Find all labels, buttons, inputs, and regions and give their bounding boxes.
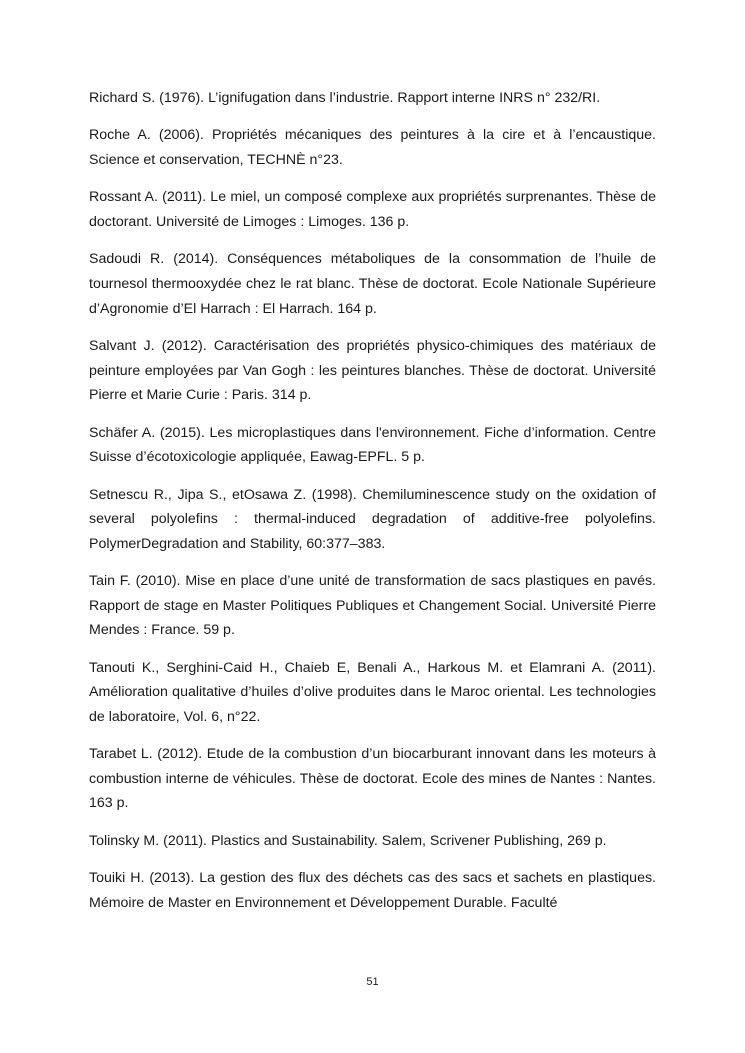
reference-roche-2006: Roche A. (2006). Propriétés mécaniques des peintures à la cire et à l’encaustique. Science et conservation, TECHNÈ n°23. [89,127,656,168]
reference-richard-1976: Richard S. (1976). L’ignifugation dans l’industrie. Rapport interne INRS n° 232/RI. [89,90,601,106]
reference-tain-2010: Tain F. (2010). Mise en place d’une unité de transformation de sacs plastiques en pavés. Rapport de stage en Master Politiques Publiques et Changement Social. Université Pierre Mendes : France. 59 p. [89,573,656,639]
reference-tarabet-2012: Tarabet L. (2012). Etude de la combustion d’un biocarburant innovant dans les moteurs à combustion interne de véhicules. Thèse de doctorat. Ecole des mines de Nantes : Nantes. 163 p. [89,746,656,812]
reference-rossant-2011: Rossant A. (2011). Le miel, un composé complexe aux propriétés surprenantes. Thèse de doctorant. Université de Limoges : Limoges. 136 p. [89,189,656,230]
reference-touiki-2013: Touiki H. (2013). La gestion des flux des déchets cas des sacs et sachets en plastiques. Mémoire de Master en Environnement et Développement Durable. Faculté [89,870,656,911]
reference-list [89,86,656,928]
reference-salvant-2012: Salvant J. (2012). Caractérisation des propriétés physico-chimiques des matériaux de peinture employées par Van Gogh : les peintures blanches. Thèse de doctorat. Université Pierre et Marie Curie : Paris. 314 p. [89,337,656,404]
reference-sadoudi-2014: Sadoudi R. (2014). Conséquences métaboliques de la consommation de l’huile de tournesol thermooxydée chez le rat blanc. Thèse de doctorat. Ecole Nationale Supérieure d’Agronomie d’El Harrach : El Harrach. 164 p. [89,251,656,317]
reference-tolinsky-2011: Tolinsky M. (2011). Plastics and Sustainability. Salem, Scrivener Publishing, 269 p. [89,832,607,849]
reference-setnescu-1998: Setnescu R., Jipa S., etOsawa Z. (1998). Chemiluminescence study on the oxidation of several polyolefins : thermal-induced degradation of additive-free polyolefins. PolymerDegradation and Stability, 60:377–383. [89,486,656,552]
reference-schafer-2015: Schäfer A. (2015). Les microplastiques dans l'environnement. Fiche d’information. Centre Suisse d’écotoxicologie appliquée, Eawag-EPFL. 5 p. [89,424,656,466]
reference-tanouti-2011: Tanouti K., Serghini-Caid H., Chaieb E, Benali A., Harkous M. et Elamrani A. (2011). Amélioration qualitative d’huiles d’olive produites dans le Maroc oriental. Les technologies de laboratoire, Vol. 6, n°22. [89,659,656,725]
page-number: 51 [366,976,379,988]
